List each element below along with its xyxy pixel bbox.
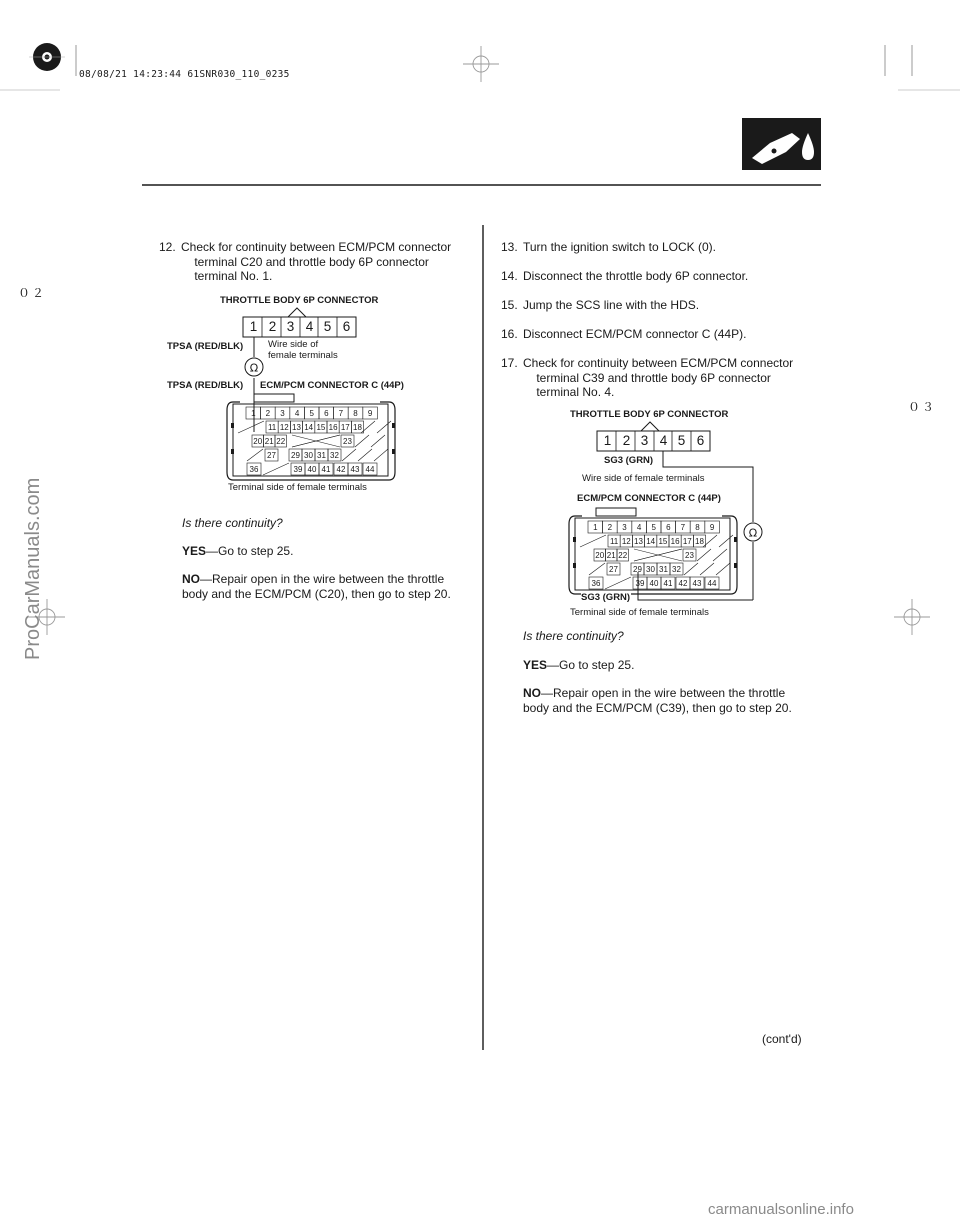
terminal-label: 21 xyxy=(606,551,616,560)
terminal-label: 18 xyxy=(353,423,362,432)
terminal-label: 17 xyxy=(340,423,350,432)
step-number: 14. xyxy=(501,269,518,283)
terminal-label: 43 xyxy=(692,579,702,588)
tb-terminal-4: 4 xyxy=(305,319,314,334)
blank-cavity-mark xyxy=(713,549,727,561)
terminal-label: 20 xyxy=(253,437,263,446)
yes-label: YES xyxy=(523,658,548,672)
terminal-label: 7 xyxy=(680,523,686,532)
terminal-label: 43 xyxy=(350,465,360,474)
watermark-left: ProCarManuals.com xyxy=(22,477,44,660)
terminal-label: 8 xyxy=(353,409,358,418)
no-text: Repair open in the wire between the throttle body and the ECM/PCM (C20), then go to step 20. xyxy=(182,572,451,601)
terminal-label: 31 xyxy=(659,565,668,574)
tb-terminal-5: 5 xyxy=(677,433,686,448)
continuity-question-1: Is there continuity? xyxy=(182,516,283,530)
terminal-label: 9 xyxy=(367,409,373,418)
terminal-label: 36 xyxy=(249,465,259,474)
terminal-label: 6 xyxy=(666,523,671,532)
connector-lock-tab xyxy=(734,563,737,568)
diagram-1-wire-side-note: Wire side of female terminals xyxy=(268,339,338,361)
terminal-label: 1 xyxy=(593,523,598,532)
terminal-label: 39 xyxy=(635,579,645,588)
terminal-label: 29 xyxy=(291,451,300,460)
terminal-label: 16 xyxy=(670,537,680,546)
print-timestamp: 08/08/21 14:23:44 61SNR030_110_0235 xyxy=(79,69,290,80)
terminal-label: 27 xyxy=(267,451,276,460)
terminal-label: 31 xyxy=(317,451,326,460)
terminal-label: 11 xyxy=(609,537,619,546)
terminal-label: 23 xyxy=(685,551,694,560)
terminal-label: 41 xyxy=(321,465,331,474)
yes-text: Go to step 25. xyxy=(218,544,294,558)
terminal-label: 13 xyxy=(292,423,301,432)
terminal-label: 3 xyxy=(622,523,627,532)
terminal-label: 36 xyxy=(591,579,601,588)
step-number: 16. xyxy=(501,327,518,341)
terminal-label: 15 xyxy=(316,423,326,432)
tb-terminal-6: 6 xyxy=(696,433,705,448)
terminal-label: 23 xyxy=(343,437,352,446)
diagram-2-terminal-side-note: Terminal side of female terminals xyxy=(570,607,709,618)
tb-terminal-6: 6 xyxy=(342,319,351,334)
terminal-label: 8 xyxy=(695,523,700,532)
tb-terminal-2: 2 xyxy=(622,433,631,448)
step-number: 12. xyxy=(159,240,176,254)
result-2-no xyxy=(523,686,823,715)
terminal-label: 32 xyxy=(672,565,681,574)
terminal-label: 5 xyxy=(651,523,656,532)
terminal-label: 27 xyxy=(609,565,618,574)
continuity-question-2: Is there continuity? xyxy=(523,629,624,643)
terminal-label: 14 xyxy=(646,537,656,546)
diagram-1-tb-title: THROTTLE BODY 6P CONNECTOR xyxy=(220,295,379,306)
blank-cavity-mark xyxy=(716,563,730,575)
terminal-label: 22 xyxy=(276,437,286,446)
terminal-label: 40 xyxy=(307,465,317,474)
terminal-label: 29 xyxy=(633,565,642,574)
diagram-2-wire-label-top: SG3 (GRN) xyxy=(604,455,654,466)
connector-lock-tab xyxy=(573,537,576,542)
terminal-label: 7 xyxy=(338,409,344,418)
terminal-label: 5 xyxy=(309,409,314,418)
continued-note: (cont'd) xyxy=(762,1032,802,1046)
terminal-label: 42 xyxy=(678,579,688,588)
blank-cavity-mark xyxy=(703,535,717,547)
tb-terminal-4: 4 xyxy=(659,433,668,448)
terminal-label: 39 xyxy=(293,465,303,474)
step-text: Turn the ignition switch to LOCK (0). xyxy=(523,240,716,254)
diagram-1-wire-label-bottom: TPSA (RED/BLK) xyxy=(167,380,244,391)
blank-cavity-mark xyxy=(589,563,605,575)
blank-cavity-mark xyxy=(605,577,631,589)
blank-cavity-mark xyxy=(580,535,606,547)
terminal-label: 21 xyxy=(264,437,274,446)
dash: — xyxy=(200,572,212,586)
terminal-label: 3 xyxy=(280,409,285,418)
terminal-label: 14 xyxy=(304,423,314,432)
page-margin-number-left: ０２ xyxy=(18,286,47,300)
step-text: Jump the SCS line with the HDS. xyxy=(523,298,700,312)
terminal-label: 4 xyxy=(636,523,642,532)
blank-cavity-mark xyxy=(719,535,733,547)
step-text: Disconnect the throttle body 6P connector. xyxy=(523,269,749,283)
tb-terminal-5: 5 xyxy=(323,319,332,334)
terminal-label: 9 xyxy=(709,523,715,532)
terminal-label: 2 xyxy=(265,409,271,418)
terminal-label: 15 xyxy=(658,537,668,546)
tb-terminal-3: 3 xyxy=(640,433,649,448)
diagram-1-ecm-title: ECM/PCM CONNECTOR C (44P) xyxy=(260,380,404,391)
terminal-label: 30 xyxy=(646,565,655,574)
terminal-label: 40 xyxy=(649,579,659,588)
step-text: Disconnect ECM/PCM connector C (44P). xyxy=(523,327,747,341)
no-text: Repair open in the wire between the throttle body and the ECM/PCM (C39), then go to step 20. xyxy=(523,686,792,715)
diagram-1-terminal-side-note: Terminal side of female terminals xyxy=(228,482,367,493)
yes-label: YES xyxy=(182,544,207,558)
blank-cavity-mark xyxy=(700,563,714,575)
result-2-yes xyxy=(523,658,634,673)
tb-terminal-3: 3 xyxy=(286,319,295,334)
terminal-label: 12 xyxy=(279,423,289,432)
diagram-2-ecm-title: ECM/PCM CONNECTOR C (44P) xyxy=(577,493,721,504)
tb-terminal-1: 1 xyxy=(249,319,258,334)
connector-lock-tab xyxy=(734,537,737,542)
tb-terminal-1: 1 xyxy=(603,433,612,448)
terminal-label: 4 xyxy=(294,409,300,418)
page-margin-number-right: ０３ xyxy=(908,400,937,414)
terminal-label: 41 xyxy=(663,579,673,588)
dash: — xyxy=(206,544,219,558)
no-label: NO xyxy=(523,686,541,700)
svg-text:Ω: Ω xyxy=(249,361,259,375)
tb-terminal-2: 2 xyxy=(268,319,277,334)
diagram-2-tb-title: THROTTLE BODY 6P CONNECTOR xyxy=(570,409,729,420)
dash: — xyxy=(547,658,560,672)
terminal-label: 44 xyxy=(707,579,717,588)
watermark-bottom: carmanualsonline.info xyxy=(708,1201,854,1218)
ohmmeter-symbol-icon xyxy=(744,523,762,541)
terminal-label: 1 xyxy=(251,409,256,418)
terminal-label: 18 xyxy=(695,537,704,546)
terminal-label: 13 xyxy=(634,537,643,546)
terminal-label: 42 xyxy=(336,465,346,474)
terminal-label: 16 xyxy=(328,423,338,432)
diagram-1-wire-label-top: TPSA (RED/BLK) xyxy=(167,341,244,352)
yes-text: Go to step 25. xyxy=(559,658,635,672)
step-text: Check for continuity between ECM/PCM connector terminal C39 and throttle body 6P connector terminal No. 4. xyxy=(523,356,794,399)
terminal-label: 30 xyxy=(304,451,313,460)
step-number: 13. xyxy=(501,240,518,254)
step-text: Check for continuity between ECM/PCM connector terminal C20 and throttle body 6P connector terminal No. 1. xyxy=(181,240,452,283)
terminal-label: 32 xyxy=(330,451,339,460)
diagram-2-wire-label-bottom: SG3 (GRN) xyxy=(581,592,631,603)
diagram-2-wire-side-note: Wire side of female terminals xyxy=(582,473,705,484)
terminal-label: 11 xyxy=(267,423,277,432)
no-label: NO xyxy=(182,572,200,586)
connector-lock-tab xyxy=(573,563,576,568)
terminal-label: 12 xyxy=(621,537,631,546)
step-number: 15. xyxy=(501,298,518,312)
terminal-label: 17 xyxy=(682,537,692,546)
blank-cavity-mark xyxy=(684,563,698,575)
step-number: 17. xyxy=(501,356,518,370)
terminal-label: 6 xyxy=(324,409,329,418)
dash: — xyxy=(541,686,553,700)
terminal-label: 44 xyxy=(365,465,375,474)
terminal-label: 20 xyxy=(595,551,605,560)
terminal-label: 22 xyxy=(618,551,628,560)
svg-text:Ω: Ω xyxy=(748,526,758,540)
terminal-label: 2 xyxy=(607,523,613,532)
blank-cavity-mark xyxy=(697,549,711,561)
